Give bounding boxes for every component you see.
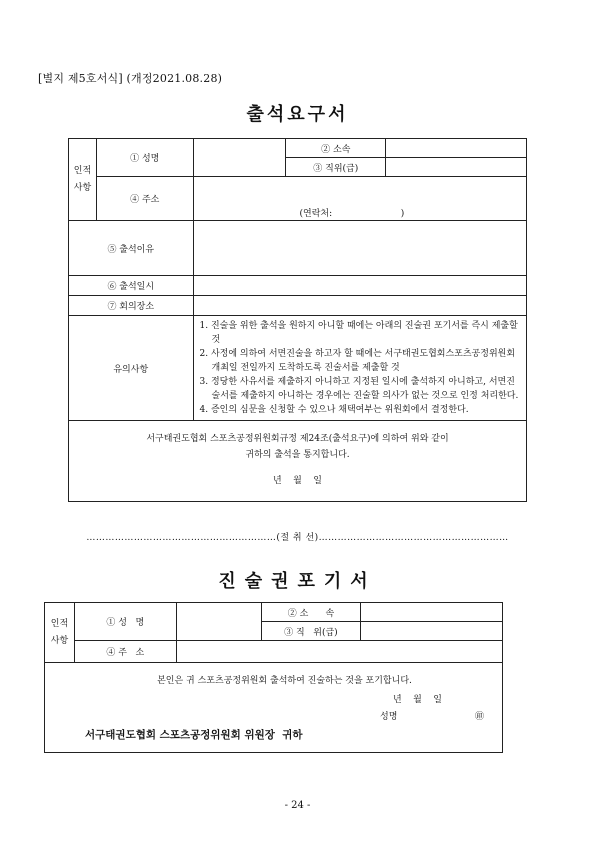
waiver-table (44, 602, 503, 753)
seal-icon: ㊞ (474, 712, 484, 722)
position-value[interactable] (386, 158, 527, 177)
reason-label: ⑤ 출석이유 (69, 221, 194, 276)
personal-info-label: 인적 사항 (69, 139, 97, 221)
page-title: 출석요구서 (246, 104, 349, 125)
summons-table (68, 138, 527, 502)
signature-line (85, 709, 484, 723)
notes-list (194, 316, 526, 420)
affiliation-label: ② 소 속 (261, 603, 361, 622)
position-label: ③ 직위(급) (286, 158, 386, 177)
note-item: 4. 증인의 심문을 신청할 수 있으나 채택여부는 위원회에서 결정한다. (199, 405, 469, 415)
closing-line: 서구태권도협회 스포츠공정위원회규정 제24조(출석요구)에 의하여 위와 같이 (146, 434, 449, 444)
waiver-cell (45, 663, 503, 753)
closing-line: 귀하의 출석을 통지합니다. (245, 450, 350, 460)
place-label: ⑦ 회의장소 (69, 296, 194, 316)
addressee: 서구태권도협회 스포츠공정위원회 위원장 귀하 (85, 729, 303, 741)
position-label: ③ 직 위(급) (261, 622, 361, 641)
contact-label: (연락처: ) (299, 209, 405, 219)
note-item: 2. 사정에 의하여 서면진술을 하고자 할 때에는 서구태권도협회스포츠공정위원회 개최일 전일까지 도착하도록 진술서를 제출할 것 (199, 349, 516, 373)
notes-label: 유의사항 (69, 316, 194, 421)
date-line: 년 월 일 (273, 476, 322, 486)
name-label: ① 성명 (96, 139, 193, 177)
address-label: ④ 주소 (96, 177, 193, 221)
waiver-statement: 본인은 귀 스포츠공정위원회 출석하여 진술하는 것을 포기합니다. (157, 676, 412, 686)
name-label: ① 성 명 (74, 603, 176, 641)
form-label: [별지 제5호서식] (개정2021.08.28) (38, 72, 223, 85)
note-item: 3. 정당한 사유서를 제출하지 아니하고 지정된 일시에 출석하지 아니하고, 서면진술서를 제출하지 아니하는 경우에는 진술할 의사가 없는 것으로 인정 처리한다. (199, 377, 519, 401)
note-item: 1. 진술을 위한 출석을 원하지 아니할 때에는 아래의 진술권 포기서를 즉시 제출할 것 (199, 321, 518, 345)
name-value[interactable] (193, 139, 286, 177)
sign-label: 성명 (380, 712, 398, 722)
date-line: 년 월 일 (393, 695, 442, 705)
address-value[interactable] (176, 641, 502, 663)
closing-cell (69, 421, 527, 502)
notes-cell (193, 316, 526, 421)
affiliation-label: ② 소속 (286, 139, 386, 158)
address-value[interactable] (193, 177, 526, 221)
page-number: - 24 - (284, 800, 311, 811)
date-label: ⑥ 출석일시 (69, 276, 194, 296)
waiver-title: 진술권포기서 (218, 571, 377, 592)
personal-info-label: 인적 사항 (45, 603, 75, 663)
affiliation-value[interactable] (361, 603, 503, 622)
name-value[interactable] (176, 603, 261, 641)
reason-value[interactable] (193, 221, 526, 276)
affiliation-value[interactable] (386, 139, 527, 158)
place-value[interactable] (193, 296, 526, 316)
address-label: ④ 주 소 (74, 641, 176, 663)
cut-line: ……………………………………………………(절 취 선)…………………………………………………… (86, 533, 509, 543)
date-value[interactable] (193, 276, 526, 296)
position-value[interactable] (361, 622, 503, 641)
